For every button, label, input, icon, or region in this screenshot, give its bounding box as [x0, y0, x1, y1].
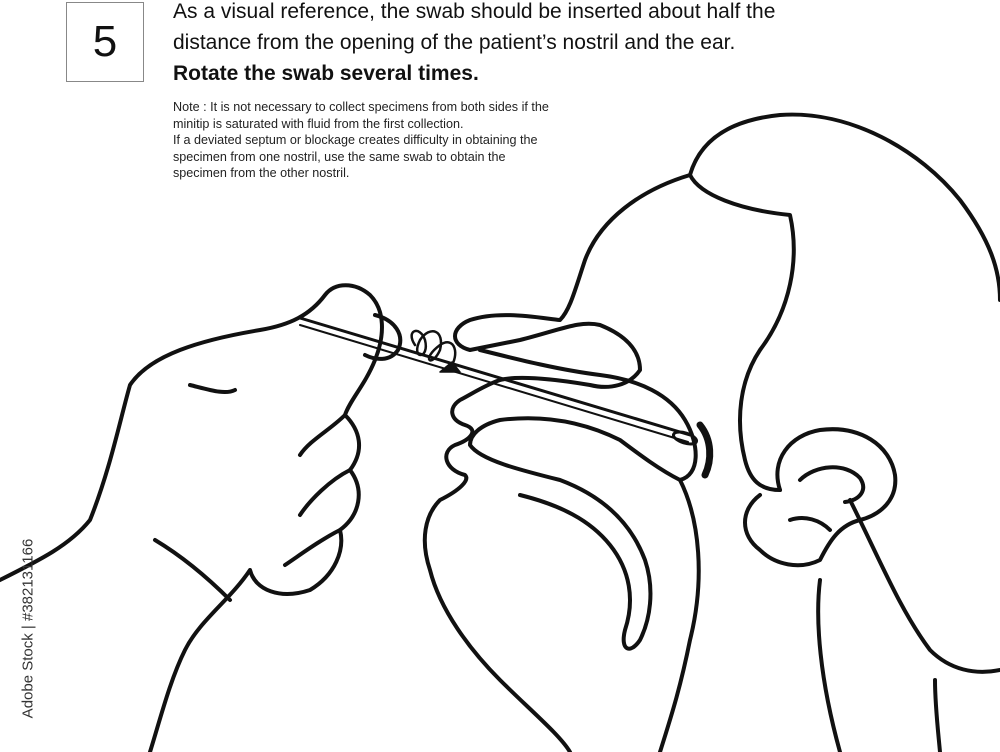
note-line: specimen from the other nostril.	[173, 166, 350, 180]
neck-back-outline	[850, 500, 1000, 672]
neck-outline	[818, 580, 940, 752]
note-line: If a deviated septum or blockage creates difficulty in obtaining the	[173, 133, 538, 147]
heading-line: distance from the opening of the patient’s nostril and the ear.	[173, 31, 736, 54]
throat-outline	[660, 480, 699, 752]
nasal-cavity	[470, 350, 696, 649]
step-number: 5	[92, 17, 118, 66]
swab-tip	[672, 430, 698, 447]
nasal-opening	[700, 425, 710, 475]
heading-emphasis: Rotate the swab several times.	[173, 62, 479, 85]
finger-lines	[155, 385, 350, 600]
gloved-hand	[0, 285, 382, 752]
skull-outline	[690, 115, 1000, 490]
note-line: minitip is saturated with fluid from the first collection.	[173, 116, 464, 131]
stock-watermark: Adobe Stock | #382131166	[19, 538, 37, 719]
rotation-arrowhead-icon	[440, 362, 460, 372]
heading-line: As a visual reference, the swab should be inserted about half the	[173, 0, 776, 23]
note-line: Note : It is not necessary to collect specimens from both sides if the	[173, 100, 549, 114]
note-line: specimen from one nostril, use the same swab to obtain the	[173, 149, 506, 164]
